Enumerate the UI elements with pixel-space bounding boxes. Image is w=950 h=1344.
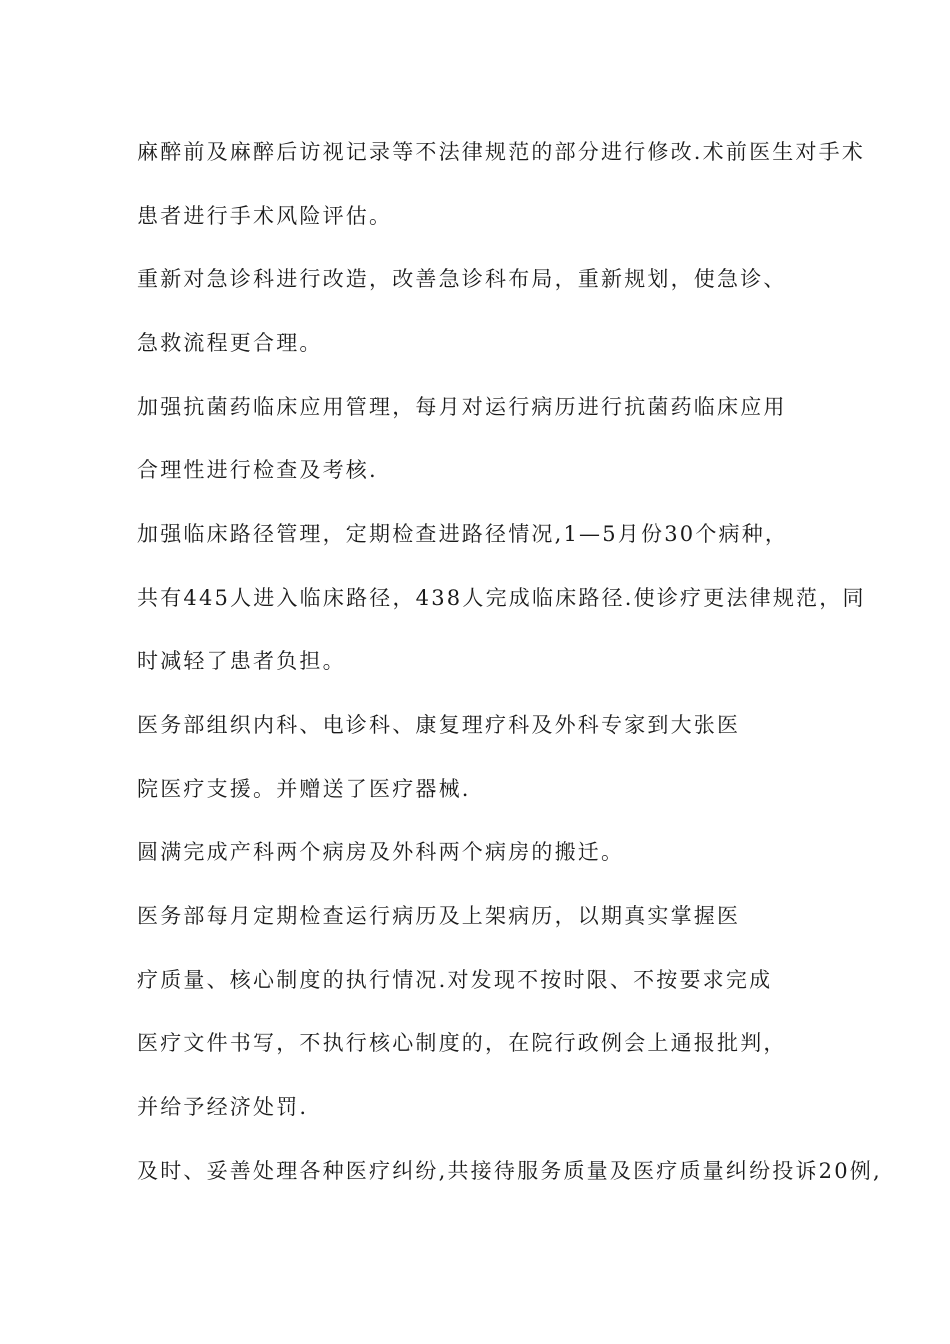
text-line-6: 合理性进行检查及考核. <box>137 458 378 482</box>
text-line-9: 时减轻了患者负担。 <box>137 649 346 673</box>
text-line-3: 重新对急诊科进行改造，改善急诊科布局，重新规划，使急诊、 <box>137 267 787 291</box>
text-line-10: 医务部组织内科、电诊科、康复理疗科及外科专家到大张医 <box>137 713 741 737</box>
text-line-1: 麻醉前及麻醉后访视记录等不法律规范的部分进行修改.术前医生对手术 <box>137 140 866 164</box>
text-line-13: 医务部每月定期检查运行病历及上架病历，以期真实掌握医 <box>137 904 741 928</box>
text-line-15: 医疗文件书写，不执行核心制度的，在院行政例会上通报批判， <box>137 1031 787 1055</box>
text-line-7: 加强临床路径管理，定期检查进路径情况,1—5月份30个病种， <box>137 522 789 546</box>
text-line-12: 圆满完成产科两个病房及外科两个病房的搬迁。 <box>137 840 625 864</box>
text-line-11: 院医疗支援。并赠送了医疗器械. <box>137 777 471 801</box>
text-line-2: 患者进行手术风险评估。 <box>137 204 393 228</box>
text-line-16: 并给予经济处罚. <box>137 1095 309 1119</box>
text-line-4: 急救流程更合理。 <box>137 331 323 355</box>
text-line-17: 及时、妥善处理各种医疗纠纷,共接待服务质量及医疗质量纠纷投诉20例, <box>137 1159 882 1183</box>
text-line-8: 共有445人进入临床路径，438人完成临床路径.使诊疗更法律规范，同 <box>137 586 866 610</box>
text-line-14: 疗质量、核心制度的执行情况.对发现不按时限、不按要求完成 <box>137 968 773 992</box>
text-line-5: 加强抗菌药临床应用管理，每月对运行病历进行抗菌药临床应用 <box>137 395 787 419</box>
